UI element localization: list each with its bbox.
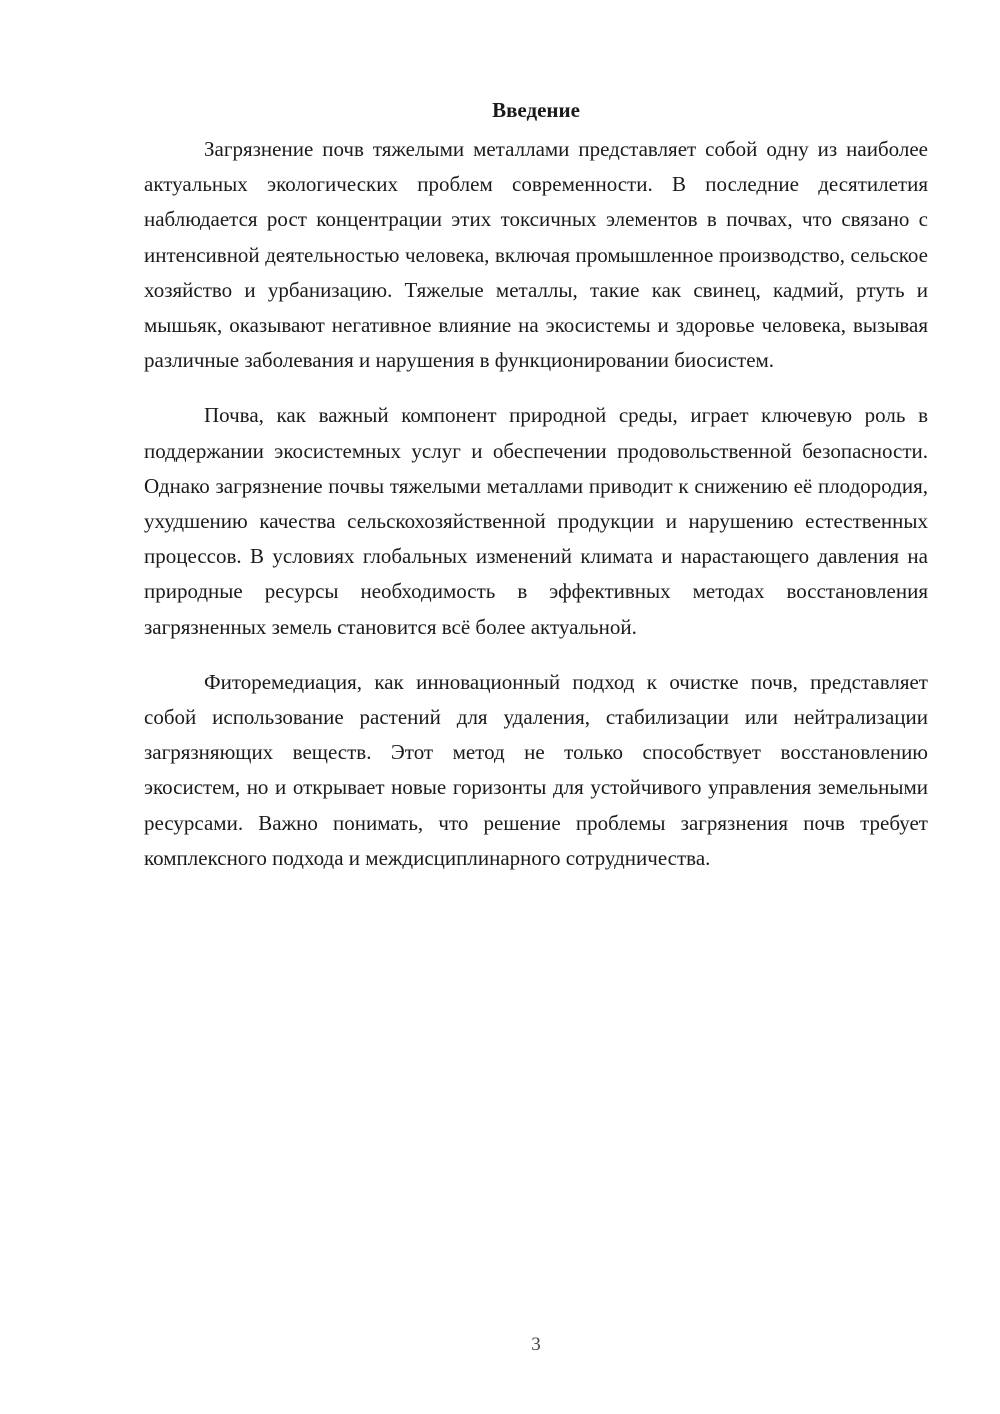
paragraph-3: Фиторемедиация, как инновационный подход к очистке почв, представляет собой использование растений для удаления, стабилизации или нейтрализации загрязняющих веществ. Этот метод не только способствует восстановлению экосистем, но и открывает новые горизонты для устойчивого управления земельными ресурсами. Важно понимать, что решение проблемы загрязнения почв требует комплексного подхода и междисциплинарного сотрудничества. [144, 669, 928, 870]
paragraph-2: Почва, как важный компонент природной среды, играет ключевую роль в поддержании экосистемных услуг и обеспечении продовольственной безопасности. Однако загрязнение почвы тяжелыми металлами приводит к снижению её плодородия, ухудшению качества сельскохозяйственной продукции и нарушению естественных процессов. В условиях глобальных изменений климата и нарастающего давления на природные ресурсы необходимость в эффективных методах восстановления загрязненных земель становится всё более актуальной. [144, 403, 928, 639]
paragraph-1: Загрязнение почв тяжелыми металлами представляет собой одну из наиболее актуальных экологических проблем современности. В последние десятилетия наблюдается рост концентрации этих токсичных элементов в почвах, что связано с интенсивной деятельностью человека, включая промышленное производство, сельское хозяйство и урбанизацию. Тяжелые металлы, такие как свинец, кадмий, ртуть и мышьяк, оказывают негативное влияние на экосистемы и здоровье человека, вызывая различные заболевания и нарушения в функционировании биосистем. [144, 137, 928, 373]
document-page [144, 96, 928, 896]
page-number: 3 [531, 1334, 541, 1355]
section-heading: Введение [492, 98, 580, 122]
